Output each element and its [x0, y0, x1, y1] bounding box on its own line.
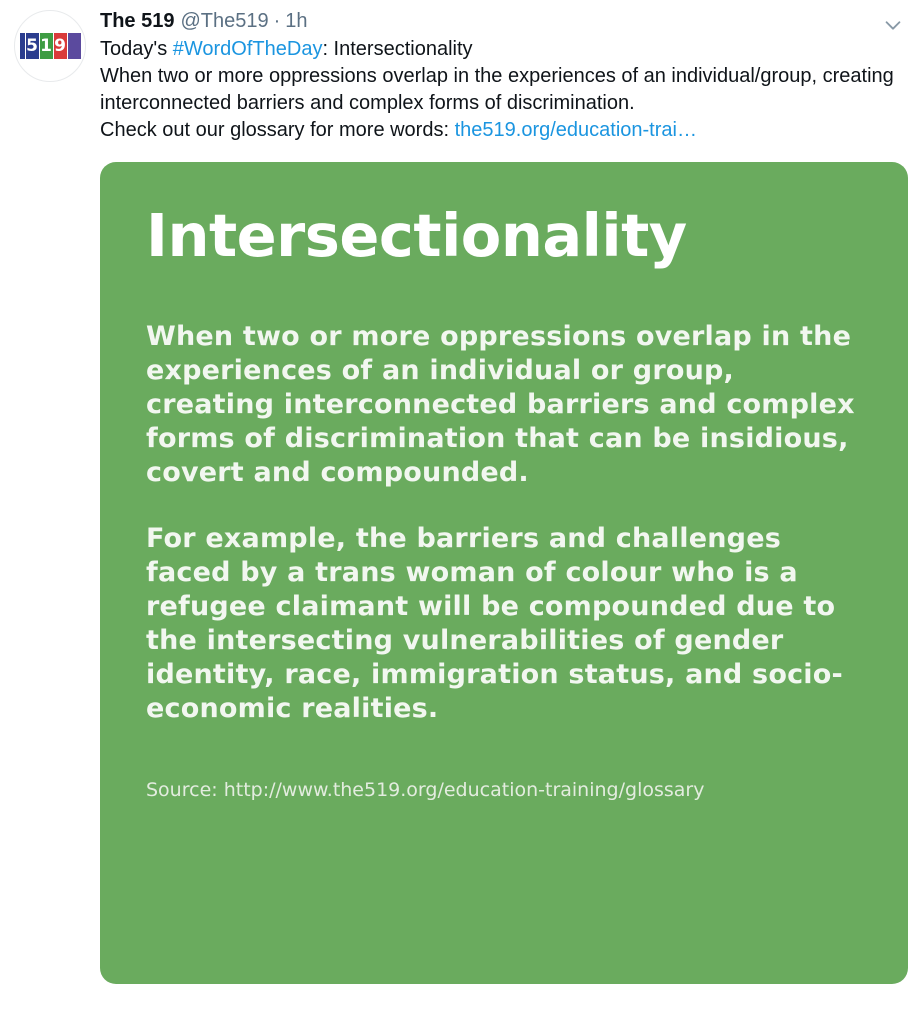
avatar-logo-bar: [20, 33, 25, 59]
avatar-logo: [19, 31, 81, 61]
media-card-source: Source: http://www.the519.org/education-training/glossary: [146, 779, 705, 801]
external-link[interactable]: the519.org/education-trai…: [454, 119, 697, 141]
media-card-paragraph-2: For example, the barriers and challenges faced by a trans woman of colour who is a refugee claimant will be compounded due to the intersecting vulnerabilities of gender identity, race, immigration status, and socio-economic realities.: [146, 523, 843, 724]
avatar-logo-block-2: 1: [40, 33, 53, 59]
tweet-options-button[interactable]: [878, 10, 908, 40]
tweet-header: [100, 8, 900, 34]
header-separator: ·: [273, 10, 281, 32]
chevron-down-icon: [882, 14, 904, 36]
avatar[interactable]: [14, 10, 86, 82]
bottom-spacer: [100, 984, 900, 990]
hashtag-link[interactable]: #WordOfTheDay: [172, 38, 323, 60]
tweet-text-line-1: [100, 36, 900, 63]
tweet-content: [100, 8, 908, 990]
avatar-logo-block-3: 9: [54, 33, 67, 59]
tweet-body: [14, 8, 908, 990]
avatar-logo-block-1: 5: [26, 33, 39, 59]
tweet-media-card[interactable]: [100, 162, 908, 984]
tweet-timestamp[interactable]: 1h: [285, 10, 308, 32]
author-handle[interactable]: @The519: [180, 10, 269, 32]
tweet-text: [100, 36, 900, 144]
tweet-text-line-2: When two or more oppressions overlap in the experiences of an individual/group, creating interconnected barriers and complex forms of discrimination.: [100, 65, 894, 114]
author-display-name[interactable]: The 519: [100, 10, 175, 32]
avatar-logo-block-4: [68, 33, 81, 59]
media-card-title: Intersectionality: [146, 201, 687, 270]
tweet-text-line-3-prefix: Check out our glossary for more words:: [100, 119, 455, 141]
tweet-text-line-1-suffix: : Intersectionality: [322, 38, 473, 60]
avatar-column: [14, 8, 100, 82]
tweet-text-line-3: [100, 117, 900, 144]
media-card-paragraph-1: When two or more oppressions overlap in the experiences of an individual or group, creating interconnected barriers and complex forms of discrimination that can be insidious, covert and compounded.: [146, 321, 855, 488]
tweet-text-line-1-prefix: Today's: [100, 38, 173, 60]
